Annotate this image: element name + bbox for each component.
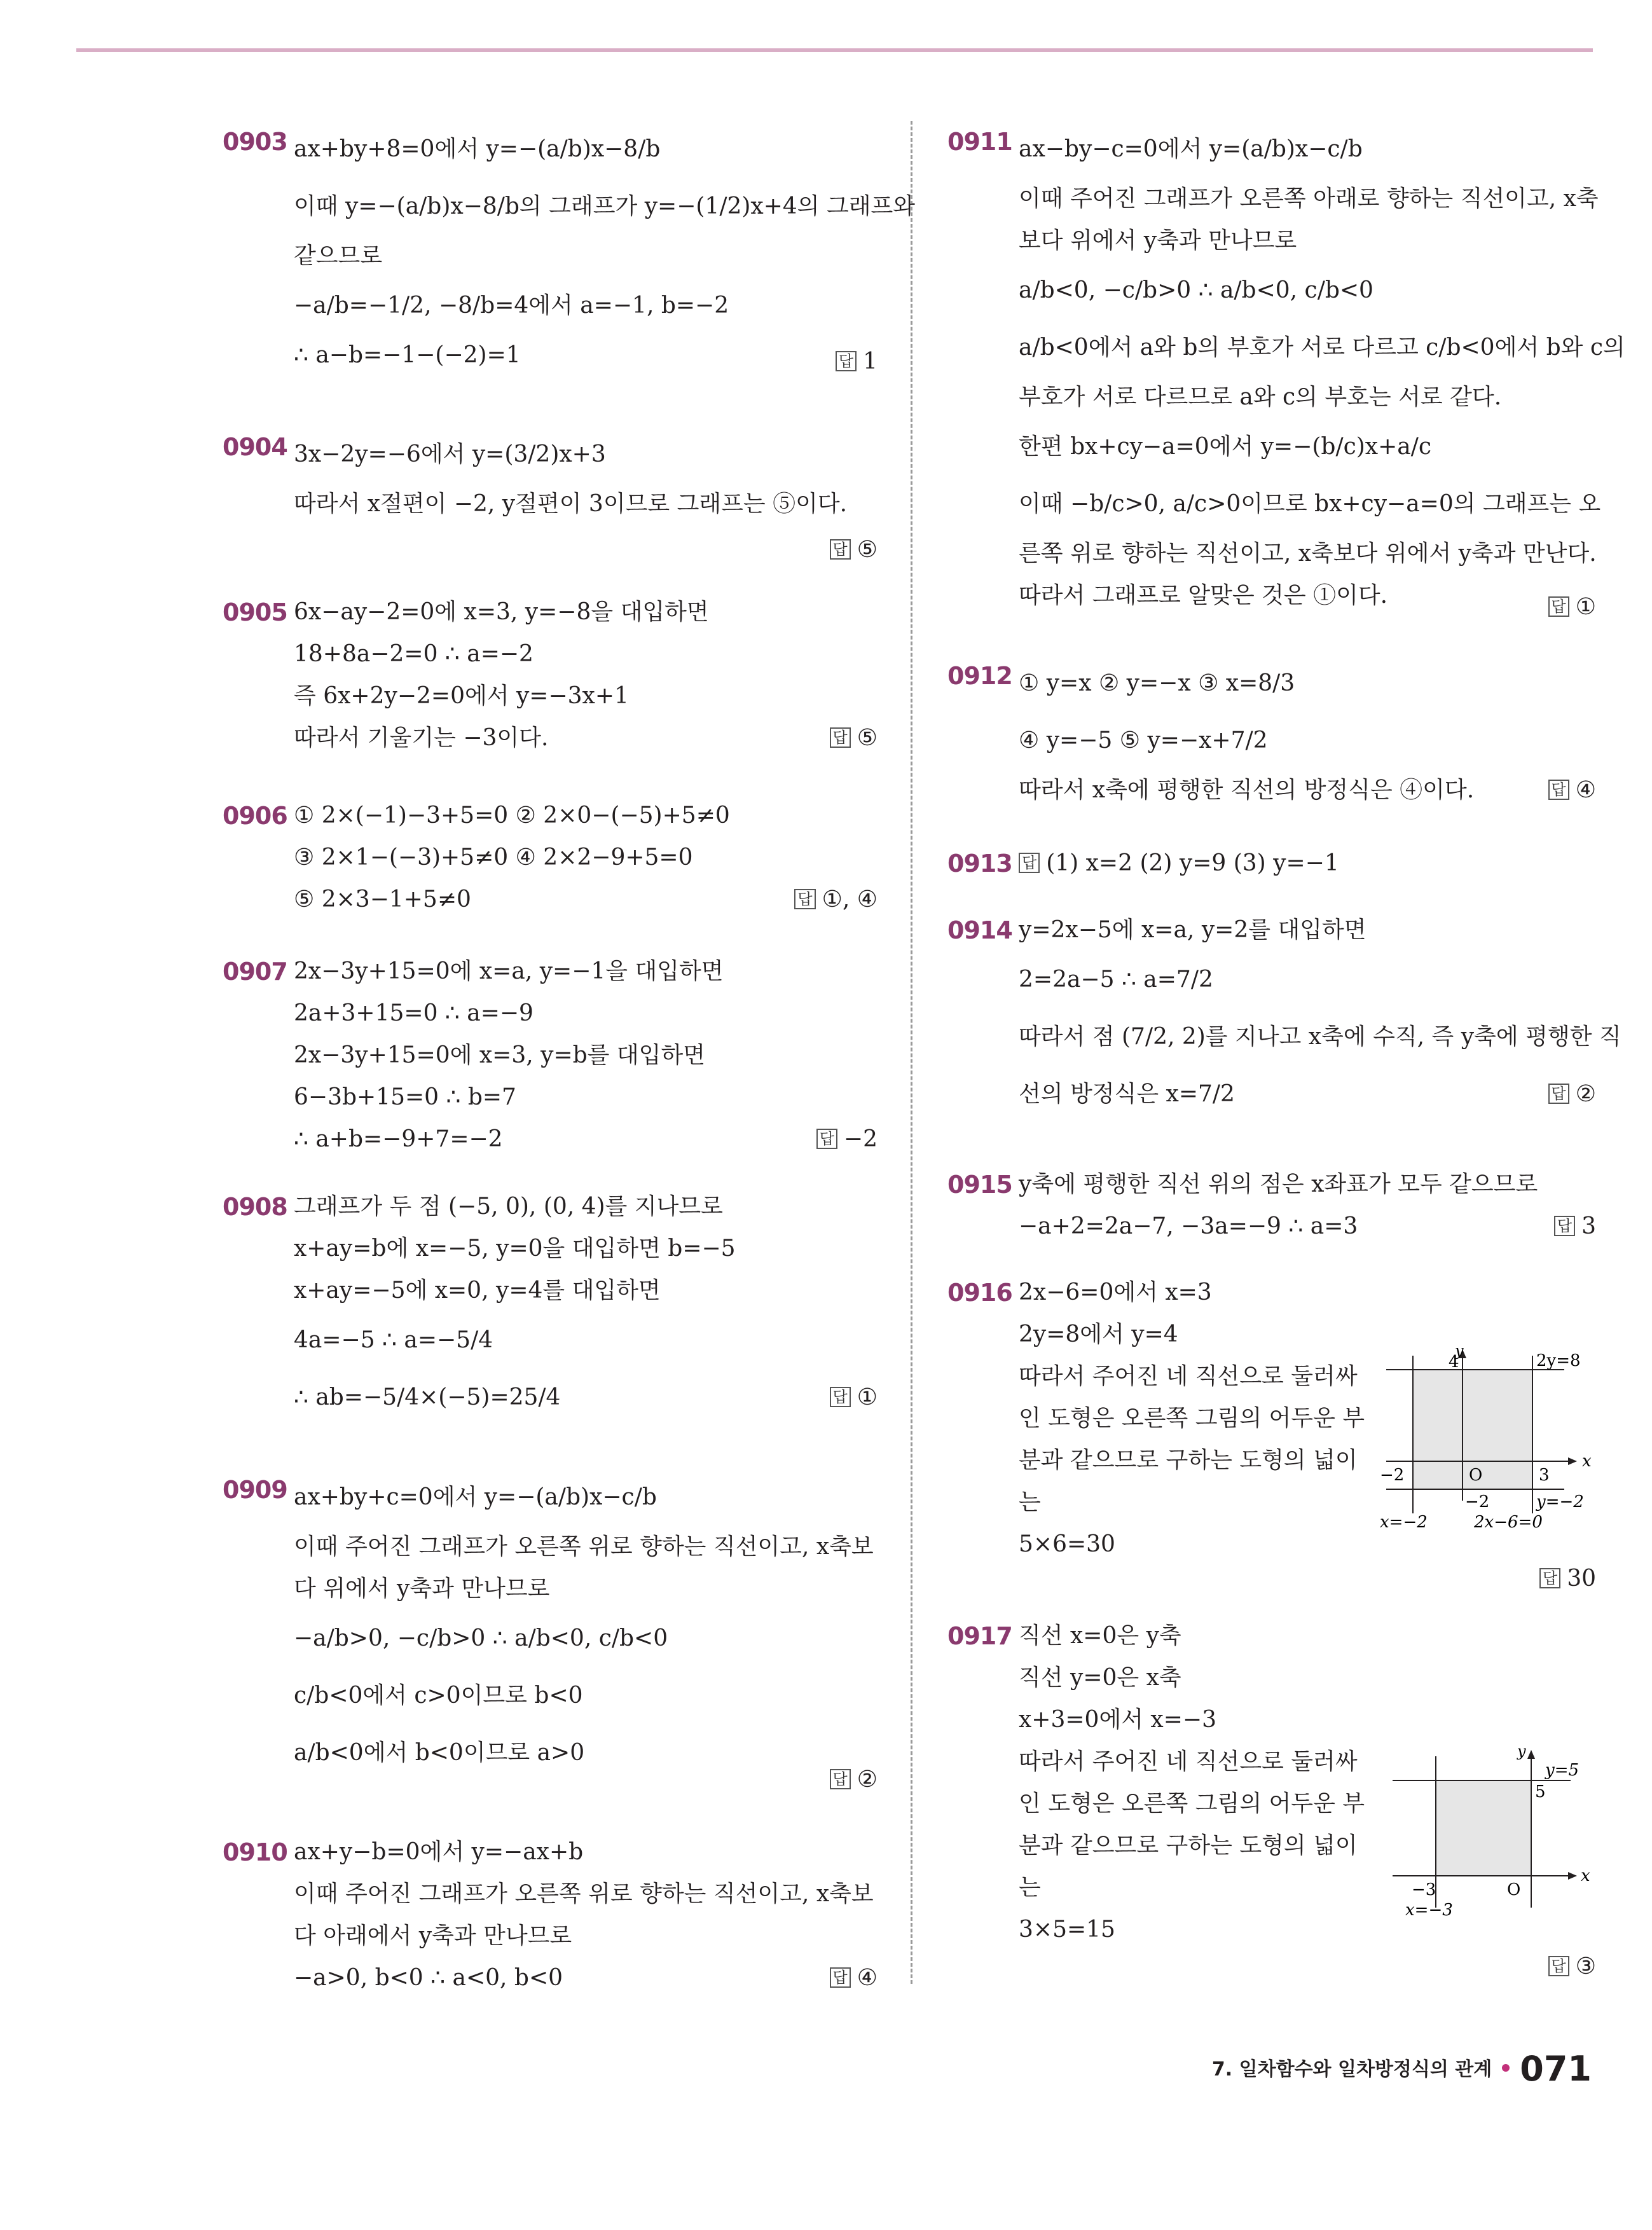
solution-line: 보다 위에서 y축과 만나므로 [1019,228,1297,254]
solution-line: 2x−3y+15=0에 x=3, y=b를 대입하면 [294,1042,706,1068]
solution-line: 따라서 주어진 네 직선으로 둘러싸 [1019,1363,1358,1389]
solution-line: ∴ a+b=−9+7=−2 [294,1126,503,1152]
answer [1539,1558,1596,1600]
solution-line: 분과 같으므로 구하는 도형의 넓이 [1019,1447,1358,1473]
label-line-top: 2y=8 [1536,1351,1581,1370]
graph-figure-0917 [1386,1742,1596,1946]
problem-number: 0914 [947,916,1012,944]
label-line-top: y=5 [1545,1761,1580,1780]
solution-line: 18+8a−2=0 ∴ a=−2 [294,641,533,667]
solution-line: 직선 y=0은 x축 [1019,1665,1181,1691]
answer-mark: 답 [830,727,851,748]
solution-line: a/b<0에서 a와 b의 부호가 서로 다르고 c/b<0에서 b와 c의 [1019,334,1625,361]
solution-line: 른쪽 위로 향하는 직선이고, x축보다 위에서 y축과 만난다. [1019,540,1597,567]
answer-value: ② [857,1766,878,1793]
solution-line: 다 위에서 y축과 만나므로 [294,1576,550,1602]
solution-line: 2y=8에서 y=4 [1019,1321,1178,1347]
answer [830,1957,878,1999]
solution-line: 이때 주어진 그래프가 오른쪽 아래로 향하는 직선이고, x축 [1019,186,1599,212]
solution-line: 직선 x=0은 y축 [1019,1623,1181,1649]
answer-mark: 답 [836,351,857,371]
solution-line: 3×5=15 [1019,1917,1115,1943]
solution-line: −a+2=2a−7, −3a=−9 ∴ a=3 [1019,1213,1358,1239]
answer-value: ⑤ [857,725,878,751]
answer-value: ④ [1575,777,1596,803]
tick-label-x-left: −2 [1380,1466,1405,1485]
solution-line: 같으므로 [294,243,383,269]
solution-line: 선의 방정식은 x=7/2 [1019,1081,1235,1107]
label-line-right: 2x−6=0 [1474,1513,1543,1532]
solution-line: ⑤ 2×3−1+5≠0 [294,886,471,912]
answer-mark: 답 [1019,853,1040,873]
answer-value: −2 [843,1126,878,1152]
answer [836,341,878,383]
solution-line: 따라서 x축에 평행한 직선의 방정식은 ④이다. [1019,777,1475,803]
solution-line: 6−3b+15=0 ∴ b=7 [294,1084,516,1110]
tick-label-x-right: 3 [1539,1466,1550,1485]
answer-value: ① [1575,594,1596,620]
problem-number: 0917 [947,1622,1012,1650]
solution-line: y=2x−5에 x=a, y=2를 대입하면 [1019,917,1366,943]
answer-value: 1 [863,348,878,375]
answer-value: ② [1575,1081,1596,1107]
answer-mark: 답 [1548,596,1569,617]
problem-number: 0907 [223,958,287,986]
solution-line: 그래프가 두 점 (−5, 0), (0, 4)를 지나므로 [294,1194,723,1220]
solution-line: ax+by+c=0에서 y=−(a/b)x−c/b [294,1484,657,1510]
solution-line: ∴ ab=−5/4×(−5)=25/4 [294,1384,561,1410]
axis-label-x: x [1582,1452,1592,1471]
solution-line: 이때 −b/c>0, a/c>0이므로 bx+cy−a=0의 그래프는 오 [1019,491,1601,517]
solution-line: 6x−ay−2=0에 x=3, y=−8을 대입하면 [294,599,709,625]
answer-mark: 답 [1554,1216,1575,1236]
bullet-icon [1502,2064,1510,2072]
answer-mark: 답 [1548,780,1569,800]
column-divider [911,121,912,1984]
problem-number: 0913 [947,850,1012,878]
solution-line: 즉 6x+2y−2=0에서 y=−3x+1 [294,683,629,709]
problem-number: 0910 [223,1838,287,1866]
problem-number: 0912 [947,662,1012,690]
answer [1554,1206,1596,1248]
answer-mark: 답 [794,889,815,909]
answer-mark: 답 [1539,1568,1560,1588]
solution-line: ① 2×(−1)−3+5=0 ② 2×0−(−5)+5≠0 [294,802,730,829]
solution-line: 4a=−5 ∴ a=−5/4 [294,1327,493,1353]
answer-mark: 답 [830,1769,851,1789]
axis-label-y: y [1455,1348,1464,1359]
problem-number: 0906 [223,802,287,830]
solution-line: ① y=x ② y=−x ③ x=8/3 [1019,670,1295,696]
tick-label-y-bottom: −2 [1465,1492,1490,1511]
solution-line: x+ay=b에 x=−5, y=0을 대입하면 b=−5 [294,1235,736,1262]
solution-line: ax+by+8=0에서 y=−(a/b)x−8/b [294,136,661,162]
tick-label-y-top: 5 [1535,1782,1546,1801]
problem-number: 0909 [223,1476,287,1504]
solution-line: −a>0, b<0 ∴ a<0, b<0 [294,1965,563,1991]
y-axis-arrow-icon [1527,1750,1535,1759]
problem-number: 0915 [947,1171,1012,1199]
top-accent-bar [76,48,1593,52]
problem-number: 0904 [223,433,287,461]
answer-value: ①, ④ [822,886,878,912]
answer-value: ① [857,1384,878,1410]
solution-line: 는 [1019,1875,1041,1901]
solution-line: 는 [1019,1489,1041,1515]
solution-line: 부호가 서로 다르므로 a와 c의 부호는 서로 같다. [1019,384,1502,410]
axis-label-y: y [1517,1742,1526,1760]
solution-line: ax−by−c=0에서 y=(a/b)x−c/b [1019,136,1363,162]
solution-line: 따라서 주어진 네 직선으로 둘러싸 [1019,1749,1358,1775]
x-axis-arrow-icon [1568,1457,1577,1465]
answer-value: (1) x=2 (2) y=9 (3) y=−1 [1046,850,1339,876]
solution-line: 2=2a−5 ∴ a=7/2 [1019,967,1213,993]
answer [816,1118,878,1160]
problem-number: 0916 [947,1279,1012,1307]
label-line-left: x=−2 [1380,1513,1428,1532]
solution-line: a/b<0에서 b<0이므로 a>0 [294,1740,585,1766]
solution-line: ③ 2×1−(−3)+5≠0 ④ 2×2−9+5=0 [294,844,693,871]
solution-line: x+3=0에서 x=−3 [1019,1707,1216,1733]
solution-line: a/b<0, −c/b>0 ∴ a/b<0, c/b<0 [1019,277,1373,303]
answer-mark: 답 [1548,1084,1569,1104]
answer-value: ④ [857,1965,878,1991]
answer [1548,1946,1596,1988]
solution-line: 따라서 x절편이 −2, y절편이 3이므로 그래프는 ⑤이다. [294,491,848,517]
solution-line: 2a+3+15=0 ∴ a=−9 [294,1000,533,1026]
solution-line: 인 도형은 오른쪽 그림의 어두운 부 [1019,1405,1365,1431]
answer [830,1377,878,1419]
answer-value: 3 [1581,1213,1596,1239]
answer [830,717,878,759]
answer [1548,1073,1596,1115]
answer-value: 30 [1567,1566,1596,1592]
origin-label: O [1469,1466,1483,1485]
solution-line: x+ay=−5에 x=0, y=4를 대입하면 [294,1277,661,1304]
answer [794,879,878,921]
solution-line: 인 도형은 오른쪽 그림의 어두운 부 [1019,1791,1365,1817]
solution-line: 따라서 기울기는 −3이다. [294,725,549,751]
solution-line: c/b<0에서 c>0이므로 b<0 [294,1683,583,1709]
label-line-bottom: y=−2 [1536,1492,1584,1511]
answer-mark: 답 [830,1967,851,1988]
x-axis-arrow-icon [1568,1872,1577,1880]
solution-line: 한편 bx+cy−a=0에서 y=−(b/c)x+a/c [1019,434,1432,460]
answer-mark: 답 [816,1129,837,1149]
graph-figure-0916 [1380,1348,1596,1552]
answer-value: ③ [1575,1953,1596,1979]
solution-line: 따라서 그래프로 알맞은 것은 ①이다. [1019,582,1388,609]
solution-line: ④ y=−5 ⑤ y=−x+7/2 [1019,727,1268,754]
page-number: 071 [1520,2049,1592,2089]
answer [1548,769,1596,811]
solution-line: 이때 주어진 그래프가 오른쪽 위로 향하는 직선이고, x축보 [294,1881,874,1907]
shaded-region [1436,1780,1531,1876]
answer [830,529,878,571]
solution-line: 5×6=30 [1019,1531,1115,1557]
answer [1548,586,1596,628]
solution-line: −a/b=−1/2, −8/b=4에서 a=−1, b=−2 [294,293,729,319]
answer-mark: 답 [830,539,851,560]
tick-label-y-top: 4 [1449,1352,1459,1372]
solution-line: 2x−3y+15=0에 x=a, y=−1을 대입하면 [294,958,724,984]
chapter-title: 7. 일차함수와 일차방정식의 관계 [1211,2058,1492,2081]
tick-label-x-left: −3 [1412,1880,1436,1899]
answer-mark: 답 [830,1387,851,1407]
solution-line: 3x−2y=−6에서 y=(3/2)x+3 [294,441,606,467]
problem-number: 0911 [947,128,1012,156]
origin-label: O [1507,1880,1521,1899]
page-footer [1212,2049,1592,2089]
axis-label-x: x [1581,1866,1590,1885]
solution-line: 분과 같으므로 구하는 도형의 넓이 [1019,1833,1358,1859]
solution-line [1019,843,1596,884]
solution-line: y축에 평행한 직선 위의 점은 x좌표가 모두 같으므로 [1019,1171,1538,1197]
solution-line: 2x−6=0에서 x=3 [1019,1279,1212,1305]
problem-number: 0905 [223,598,287,626]
solution-line: ax+y−b=0에서 y=−ax+b [294,1839,584,1865]
answer-value: ⑤ [857,537,878,563]
answer [830,1759,878,1801]
label-line-left: x=−3 [1405,1901,1453,1920]
solution-line: ∴ a−b=−1−(−2)=1 [294,342,521,368]
solution-line: 이때 y=−(a/b)x−8/b의 그래프가 y=−(1/2)x+4의 그래프와 [294,193,916,219]
solution-line: 따라서 점 (7/2, 2)를 지나고 x축에 수직, 즉 y축에 평행한 직 [1019,1024,1621,1050]
solution-line: 이때 주어진 그래프가 오른쪽 위로 향하는 직선이고, x축보 [294,1534,874,1560]
solution-line: −a/b>0, −c/b>0 ∴ a/b<0, c/b<0 [294,1625,668,1651]
answer-mark: 답 [1548,1956,1569,1976]
problem-number: 0903 [223,128,287,156]
problem-number: 0908 [223,1193,287,1221]
solution-line: 다 아래에서 y축과 만나므로 [294,1923,572,1949]
